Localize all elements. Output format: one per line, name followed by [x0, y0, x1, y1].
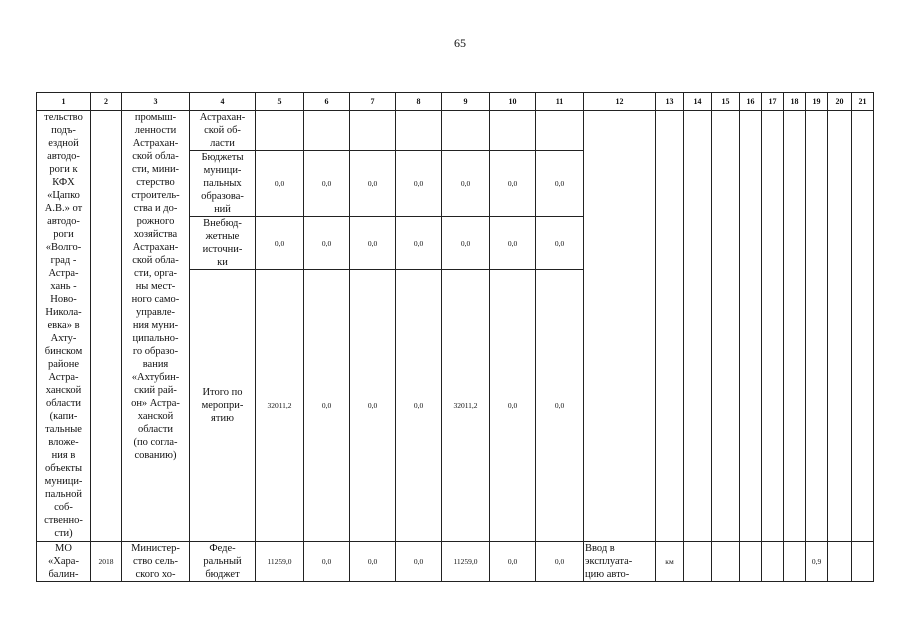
header-cell: 19 [806, 93, 828, 111]
value-cell: 0,0 [350, 151, 396, 217]
unit-cell: км [656, 542, 684, 582]
header-cell: 21 [852, 93, 874, 111]
value-cell [304, 111, 350, 151]
value-cell: 0,0 [536, 270, 584, 542]
program-table [36, 92, 874, 582]
funding-source-cell: Бюджеты муници- пальных образова- ний [190, 151, 256, 217]
empty-cell [828, 542, 852, 582]
funding-source-cell: Итого по меропри- ятию [190, 270, 256, 542]
value-cell [442, 111, 490, 151]
measure-name-cell: тельство подъ- ездной автодо- роги к КФХ «Цапко А.В.» от автодо- роги «Волго- град - Астра- хань - Ново- Никола- евка» в Ахту- бинском районе Астра- ханской области (капи- тальные вложе- ния в объекты муници- пальной соб- ственно- сти) [37, 111, 91, 542]
value-cell: 0,0 [536, 217, 584, 270]
executor-cell: Министер- ство сель- ского хо- [122, 542, 190, 582]
year-cell: 2018 [91, 542, 122, 582]
value-cell: 0,0 [442, 217, 490, 270]
header-cell: 14 [684, 93, 712, 111]
value-cell: 0,0 [256, 217, 304, 270]
value-cell: 0,0 [490, 542, 536, 582]
empty-cell [762, 111, 784, 542]
header-cell: 4 [190, 93, 256, 111]
empty-cell [806, 111, 828, 542]
header-cell: 13 [656, 93, 684, 111]
header-cell: 2 [91, 93, 122, 111]
value-cell: 0,0 [304, 542, 350, 582]
empty-cell [852, 111, 874, 542]
header-cell: 11 [536, 93, 584, 111]
empty-cell [740, 111, 762, 542]
value-cell: 11259,0 [256, 542, 304, 582]
value-cell: 0,0 [442, 151, 490, 217]
empty-cell [712, 111, 740, 542]
header-cell: 15 [712, 93, 740, 111]
empty-cell [828, 111, 852, 542]
value-cell: 32011,2 [256, 270, 304, 542]
value-cell: 0,0 [304, 151, 350, 217]
funding-source-cell: Внебюд- жетные источни- ки [190, 217, 256, 270]
value-cell: 0,0 [536, 151, 584, 217]
header-cell: 12 [584, 93, 656, 111]
indicator-value-cell: 0,9 [806, 542, 828, 582]
header-cell: 9 [442, 93, 490, 111]
value-cell: 0,0 [350, 542, 396, 582]
header-cell: 6 [304, 93, 350, 111]
header-cell: 8 [396, 93, 442, 111]
funding-source-cell: Астрахан- ской об- ласти [190, 111, 256, 151]
value-cell: 0,0 [396, 270, 442, 542]
table-row [37, 542, 874, 582]
value-cell: 0,0 [350, 270, 396, 542]
empty-cell [740, 542, 762, 582]
header-cell: 18 [784, 93, 806, 111]
value-cell [350, 111, 396, 151]
value-cell [536, 111, 584, 151]
value-cell: 11259,0 [442, 542, 490, 582]
empty-cell [784, 111, 806, 542]
header-cell: 10 [490, 93, 536, 111]
value-cell: 0,0 [536, 542, 584, 582]
empty-cell [784, 542, 806, 582]
header-cell: 16 [740, 93, 762, 111]
header-cell: 5 [256, 93, 304, 111]
header-cell: 17 [762, 93, 784, 111]
unit-cell [656, 111, 684, 542]
value-cell: 0,0 [396, 542, 442, 582]
value-cell: 0,0 [396, 151, 442, 217]
funding-source-cell: Феде- ральный бюджет [190, 542, 256, 582]
value-cell: 0,0 [490, 151, 536, 217]
page-number: 65 [454, 36, 466, 50]
value-cell: 0,0 [490, 217, 536, 270]
value-cell: 0,0 [256, 151, 304, 217]
value-cell [490, 111, 536, 151]
empty-cell [712, 542, 740, 582]
empty-cell [852, 542, 874, 582]
executor-cell: промыш- ленности Астрахан- ской обла- сти, мини- стерство строитель- ства и до- рожного хозяйства Астрахан- ской обла- сти, орга- ны мест- ного само- управле- ния муни- ципально- го образо- вания «Ахтубин- ский рай- он» Астра- ханской области (по согла- сованию) [122, 111, 190, 542]
value-cell: 0,0 [350, 217, 396, 270]
value-cell: 0,0 [304, 270, 350, 542]
table-row [37, 111, 874, 151]
header-cell: 1 [37, 93, 91, 111]
empty-cell [684, 542, 712, 582]
empty-cell [684, 111, 712, 542]
value-cell [396, 111, 442, 151]
value-cell: 0,0 [304, 217, 350, 270]
value-cell: 32011,2 [442, 270, 490, 542]
value-cell: 0,0 [490, 270, 536, 542]
measure-name-cell: МО «Хара- балин- [37, 542, 91, 582]
header-row [37, 93, 874, 111]
empty-cell [762, 542, 784, 582]
indicator-name-cell: Ввод в эксплуата- цию авто- [584, 542, 656, 582]
value-cell: 0,0 [396, 217, 442, 270]
header-cell: 3 [122, 93, 190, 111]
header-cell: 7 [350, 93, 396, 111]
value-cell [256, 111, 304, 151]
indicator-name-cell [584, 111, 656, 542]
header-cell: 20 [828, 93, 852, 111]
year-cell [91, 111, 122, 542]
